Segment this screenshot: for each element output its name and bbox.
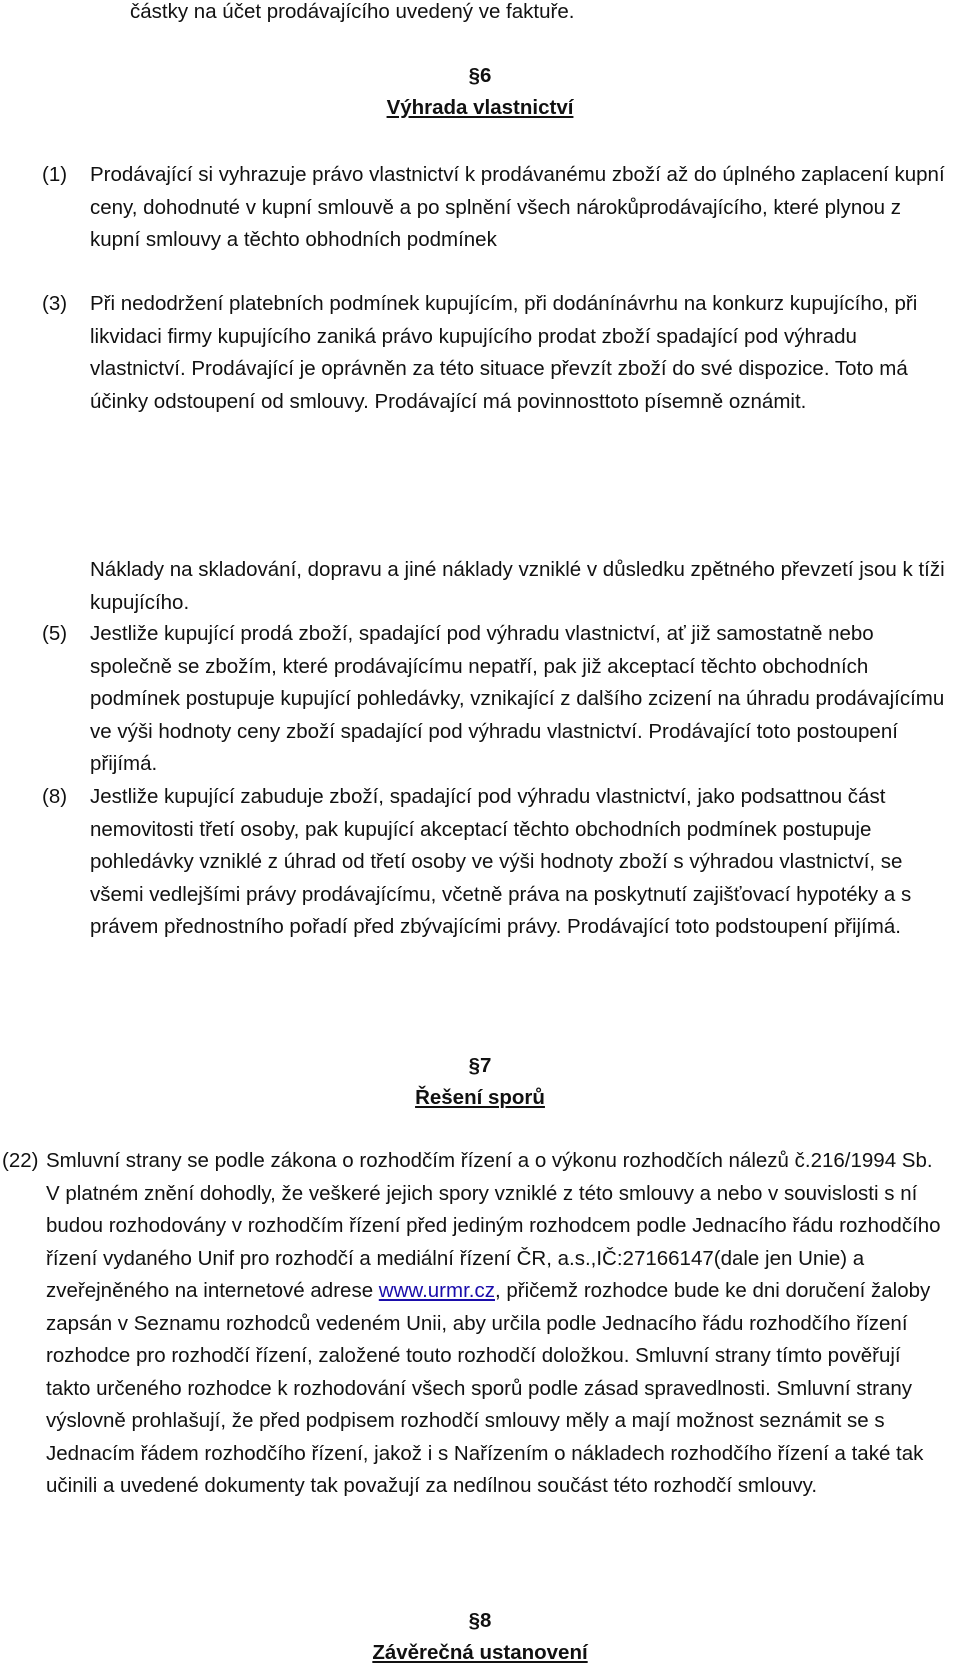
clause-22-text [46, 1145, 950, 1503]
clause-1 [42, 159, 947, 257]
clause-22-number: (22) [2, 1149, 39, 1172]
section-6-heading [0, 60, 960, 124]
clause-22-text-before-link: Smluvní strany se podle zákona o rozhodčím řízení a o výkonu rozhodčích nálezů č.216/1994 Sb. V platném znění dohodly, že veškeré jejich spory vzniklé z této smlouvy a nebo v souvislosti s ní budou rozhodovány v rozhodčím řízení před jediným rozhodcem podle Jednacího řádu rozhodčího řízení vydaného Unif pro rozhodčí a mediální řízení ČR, a.s.,IČ:27166147(dale jen Unie) a zveřejněného na internetové adrese [46, 1149, 941, 1302]
section-7-title: Řešení sporů [415, 1086, 545, 1109]
clause-1-number: (1) [42, 163, 68, 186]
clause-22-text-after-link: , přičemž rozhodce bude ke dni doručení žaloby zapsán v Seznamu rozhodců vedeném Unii, aby určila podle Jednacího řádu rozhodčího řízení rozhodce pro rozhodčí řízení, založené touto rozhodčí doložkou. Smluvní strany tímto pověřují takto určeného rozhodce k rozhodování všech sporů podle zásad spravedlnosti. Smluvní strany výslovně prohlašují, že před podpisem rozhodčí smlouvy měly a mají možnost seznámit se s Jednacím řádem rozhodčího řízení, jakož i s Nařízením o nákladech rozhodčího řízení a také tak učinili a uvedené dokumenty tak považují za nedílnou součást této rozhodčí smlouvy. [46, 1279, 931, 1497]
section-8-title: Závěrečná ustanovení [372, 1641, 588, 1664]
section-6-title: Výhrada vlastnictví [386, 96, 574, 119]
section-8-number: §8 [468, 1609, 492, 1632]
clause-8-number: (8) [42, 785, 68, 808]
clause-3 [42, 288, 947, 418]
clause-22 [2, 1145, 950, 1503]
clause-5 [42, 618, 947, 781]
clause-5-number: (5) [42, 622, 68, 645]
clause-3-number: (3) [42, 292, 68, 315]
costs-paragraph: Náklady na skladování, dopravu a jiné náklady vzniklé v důsledku zpětného převzetí jsou k tíži kupujícího. [90, 558, 945, 614]
section-7-heading [0, 1050, 960, 1114]
section-6-number: §6 [468, 64, 492, 87]
clause-3-text: Při nedodržení platebních podmínek kupujícím, při dodánínávrhu na konkurz kupujícího, při likvidaci firmy kupujícího zaniká právo kupujícího prodat zboží spadající pod výhradu vlastnictví. Prodávající je oprávněn za této situace převzít zboží do své dispozice. Toto má účinky odstoupení od smlouvy. Prodávající má povinnosttoto písemně oznámit. [90, 292, 918, 413]
section-7-number: §7 [468, 1054, 492, 1077]
clause-8-text: Jestliže kupující zabuduje zboží, spadající pod výhradu vlastnictví, jako podsattnou část nemovitosti třetí osoby, pak kupující akceptací těchto obchodních podmínek postupuje pohledávky vzniklé z úhrad od třetí osoby ve výši hodnoty zboží s výhradou vlastnictví, se všemi vedlejšími právy prodávajícímu, včetně práva na poskytnutí zajišťovací hypotéky a s právem přednostního pořadí před zbývajícími právy. Prodávající toto podstoupení přijímá. [90, 785, 912, 938]
intro-line: částky na účet prodávajícího uvedený ve faktuře. [130, 0, 575, 23]
section-8-heading [0, 1605, 960, 1669]
clause-8 [42, 781, 947, 944]
urmr-website-link[interactable]: www.urmr.cz [378, 1279, 495, 1302]
clause-1-text: Prodávající si vyhrazuje právo vlastnictví k prodávanému zboží až do úplného zaplacení kupní ceny, dohodnuté v kupní smlouvě a po splnění všech nárokůprodávajícího, které plynou z kupní smlouvy a těchto obhodních podmínek [90, 163, 945, 251]
clause-5-text: Jestliže kupující prodá zboží, spadající pod výhradu vlastnictví, ať již samostatně nebo společně se zbožím, které prodávajícímu nepatří, pak již akceptací těchto obchodních podmínek postupuje kupující pohledávky, vznikající z dalšího zcizení na úhradu prodávajícímu ve výši hodnoty ceny zboží spadající pod výhradu vlastnictví. Prodávající toto postoupení přijímá. [90, 622, 945, 775]
